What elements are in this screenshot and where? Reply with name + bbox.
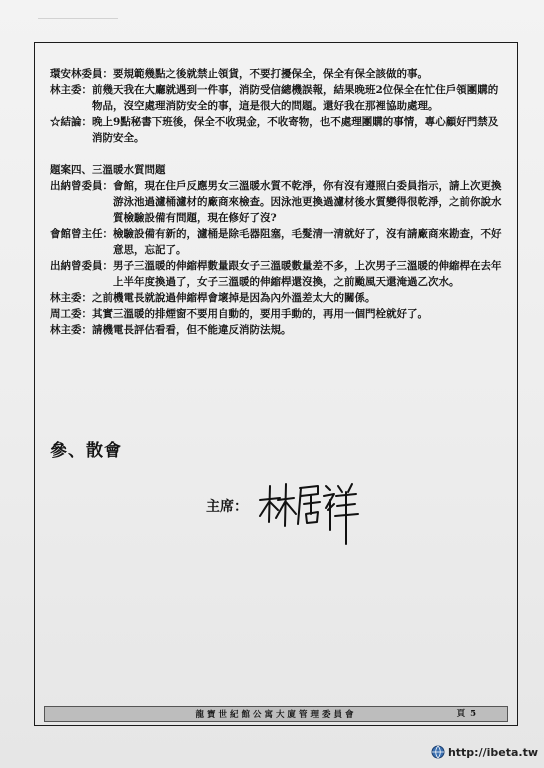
spacer <box>50 146 505 162</box>
handwritten-signature <box>254 474 364 554</box>
discussion-block-1 <box>50 66 505 146</box>
footer-org-name: 龍寶世紀館公寓大廈管理委員會 <box>195 710 357 720</box>
minutes-entry <box>50 178 505 226</box>
minutes-entry <box>50 82 505 114</box>
conclusion-entry <box>50 114 505 146</box>
minutes-entry <box>50 290 505 306</box>
speaker-label: 林主委： <box>50 84 92 96</box>
entry-text: 要規範幾點之後就禁止領貨，不要打擾保全，保全有保全該做的事。 <box>113 68 428 80</box>
entry-text: 前幾天我在大廳就遇到一件事，消防受信總機誤報，結果晚班2位保全在忙住戶領團購的物品，沒空處理消防安全的事，這是很大的問題。還好我在那裡協助處理。 <box>92 84 499 112</box>
speaker-label: ☆結論： <box>50 116 92 128</box>
minutes-entry <box>50 322 505 338</box>
minutes-entry <box>50 226 505 258</box>
speaker-label: 環安林委員： <box>50 68 113 80</box>
speaker-label: 林主委： <box>50 324 92 336</box>
minutes-body <box>50 66 505 338</box>
entry-text: 男子三溫暖的伸縮桿數量跟女子三溫暖數量差不多，上次男子三溫暖的伸縮桿在去年上半年度換過了，女子三溫暖的伸縮桿還沒換，之前颱風天還淹過乙次水。 <box>113 260 502 288</box>
entry-text: 檢驗設備有新的，濾桶是除毛器阻塞，毛髮清一清就好了，沒有請廠商來勘查，不好意思，忘記了。 <box>113 228 502 256</box>
speaker-label: 林主委： <box>50 292 92 304</box>
minutes-entry <box>50 306 505 322</box>
speaker-label: 出納曾委員： <box>50 180 113 192</box>
discussion-block-2 <box>50 178 505 338</box>
entry-text: 會館，現在住戶反應男女三溫暖水質不乾淨，你有沒有遵照白委員指示，請上次更換游泳池過濾桶濾材的廠商來檢查。因泳池更換過濾材後水質變得很乾淨，之前你說水質檢驗設備有問題，現在修好了沒? <box>113 180 502 224</box>
minutes-entry <box>50 66 505 82</box>
footer-bar <box>44 706 508 722</box>
entry-text: 晚上9點秘書下班後，保全不收現金，不收寄物，也不處理團購的事情，專心顧好門禁及消防安全。 <box>92 116 499 144</box>
minutes-entry <box>50 258 505 290</box>
speaker-label: 出納曾委員： <box>50 260 113 272</box>
globe-icon <box>431 745 445 759</box>
speaker-label: 周工委： <box>50 308 92 320</box>
site-watermark <box>431 745 538 759</box>
topic-title: 題案四、三溫暖水質問題 <box>50 164 166 176</box>
watermark-text: http://ibeta.tw <box>447 745 538 759</box>
chair-label: 主席： <box>206 499 248 515</box>
faint-header-mark <box>38 6 118 19</box>
entry-text: 其實三溫暖的排煙窗不要用自動的，要用手動的，再用一個門栓就好了。 <box>92 308 428 320</box>
entry-text: 請機電長評估看看，但不能違反消防法規。 <box>92 324 292 336</box>
section-heading-adjourn: 參、散會 <box>50 441 122 461</box>
speaker-label: 會館曾主任： <box>50 228 113 240</box>
page-number: 頁 5 <box>456 709 477 719</box>
entry-text: 之前機電長就說過伸縮桿會壞掉是因為內外溫差太大的關係。 <box>92 292 376 304</box>
